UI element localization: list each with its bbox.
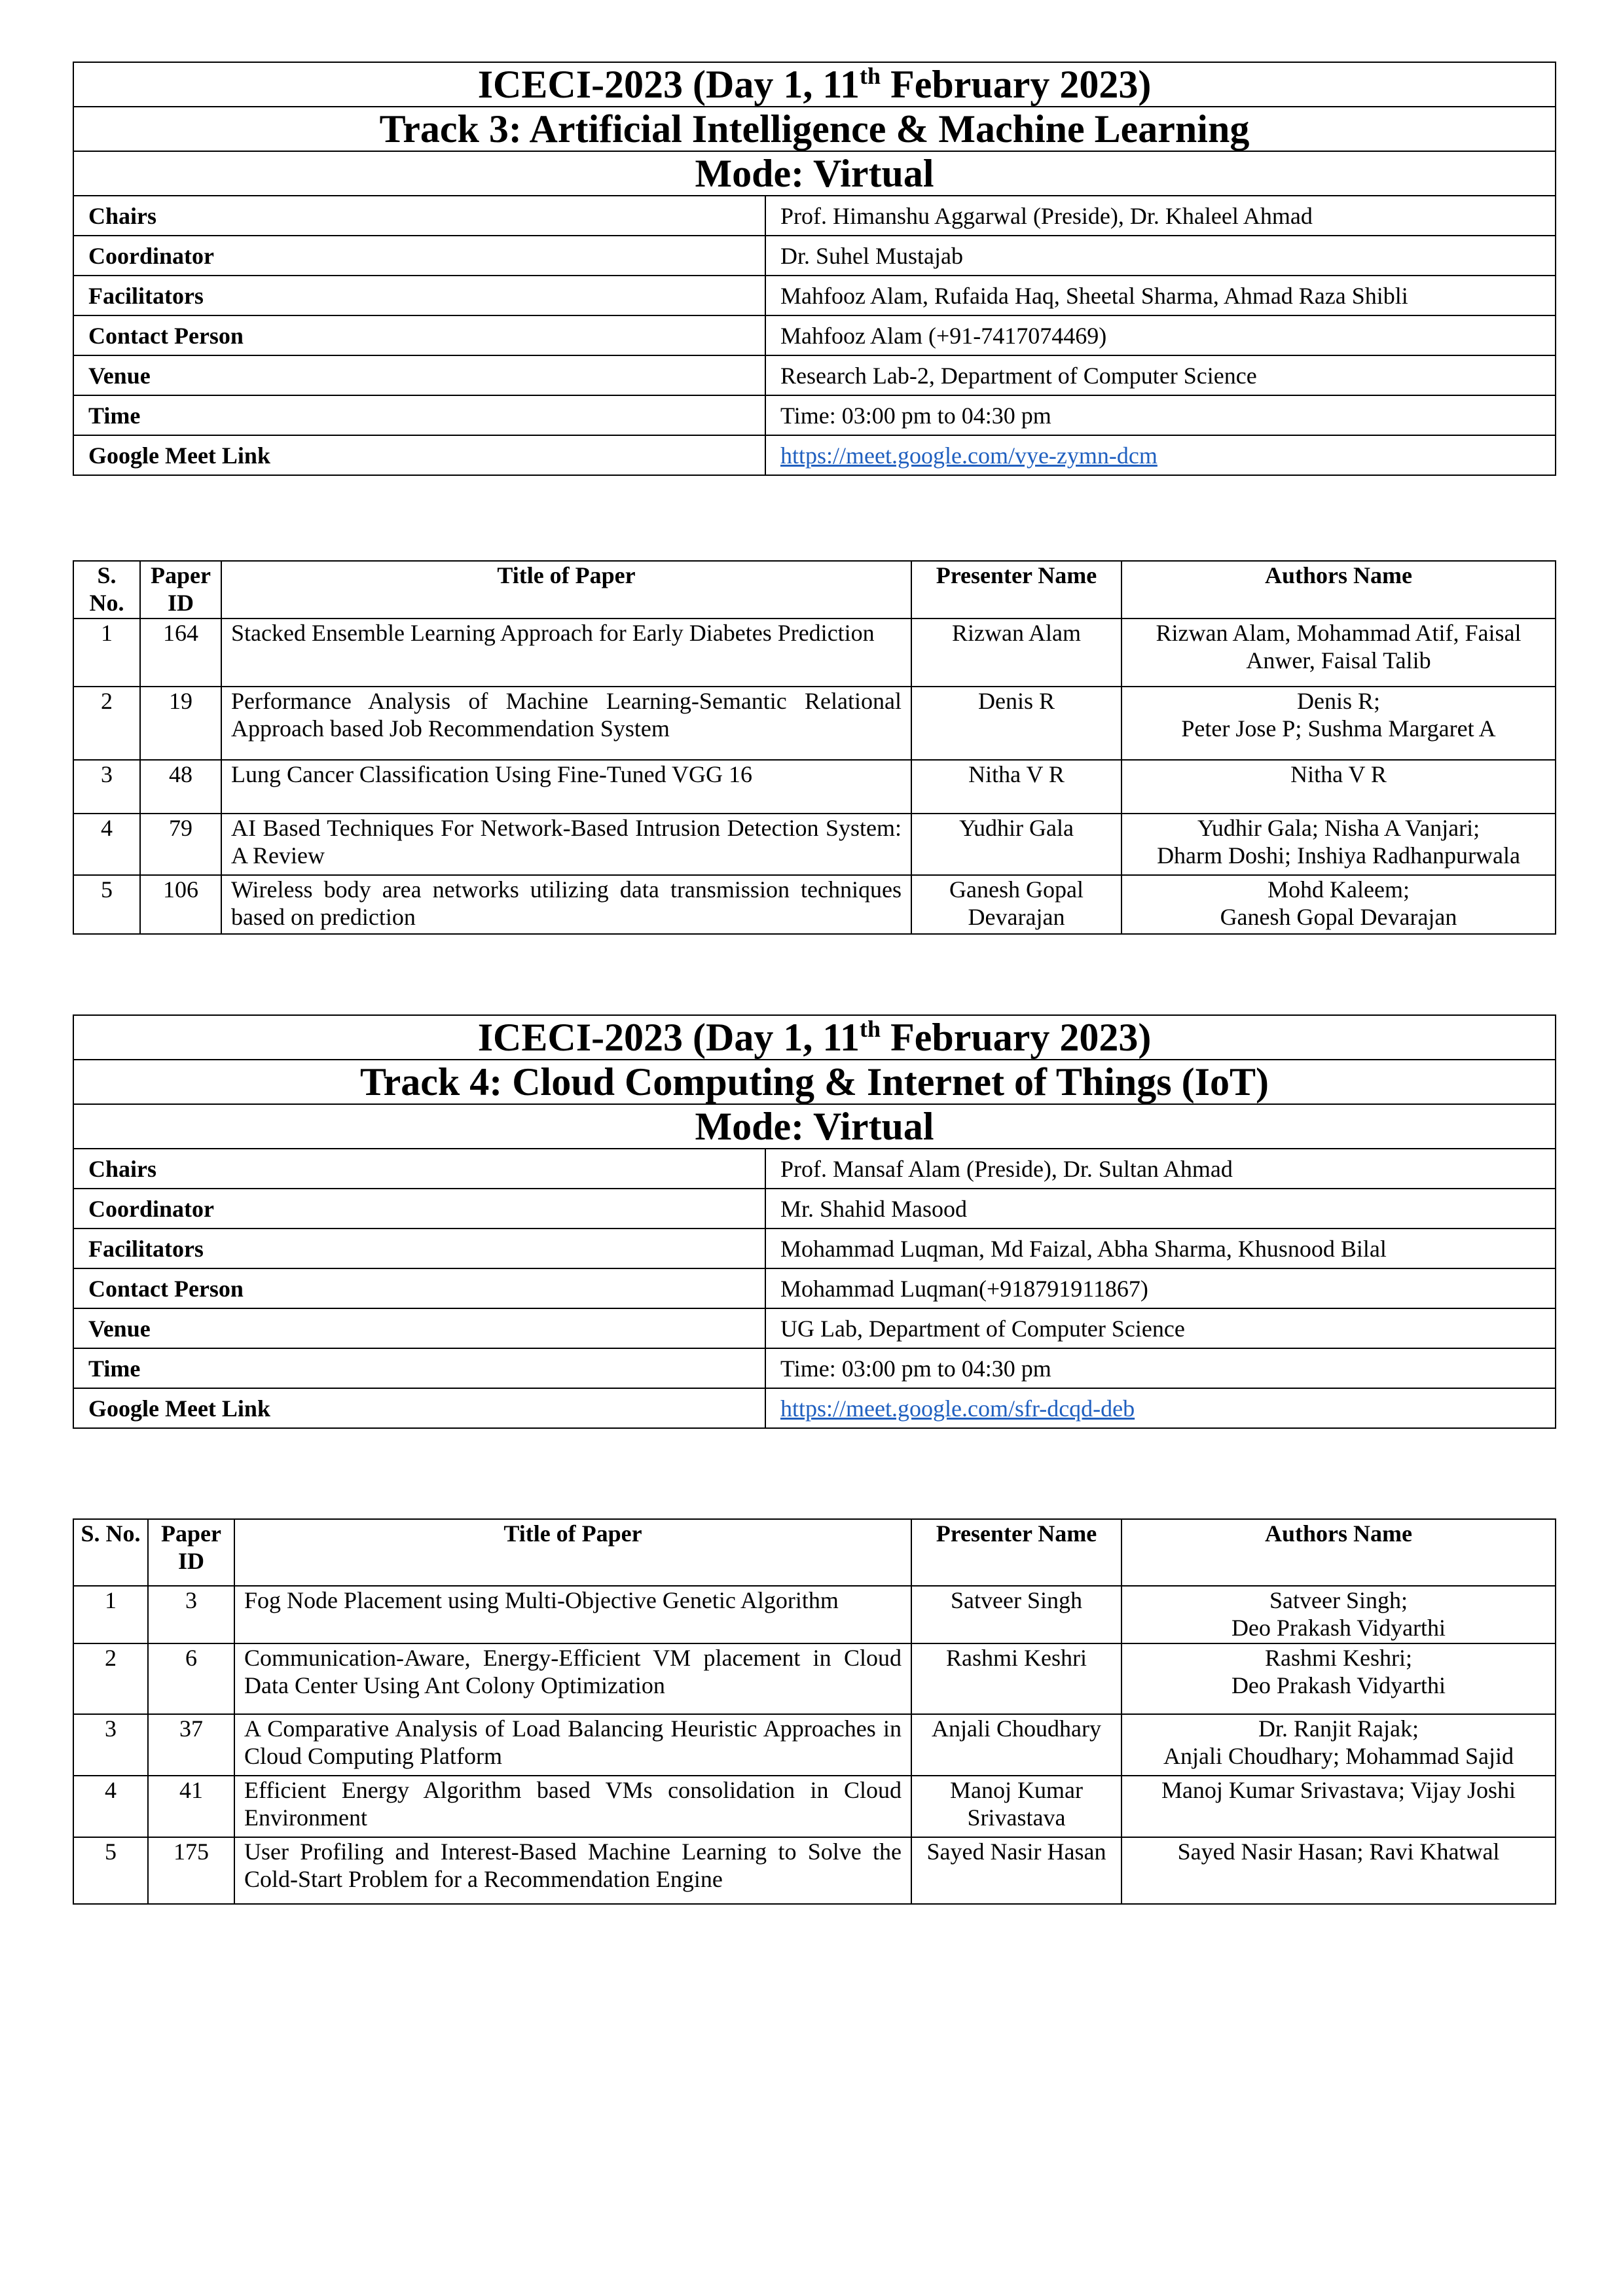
track3-info-row-time: [73, 395, 1556, 435]
track3-mode: Mode: Virtual: [73, 151, 1556, 196]
sno-cell: 2: [73, 687, 140, 760]
sno-cell: 4: [73, 1776, 148, 1837]
table-row: [73, 760, 1556, 814]
info-value: UG Lab, Department of Computer Science: [765, 1308, 1556, 1348]
presenter-cell: Nitha V R: [911, 760, 1122, 814]
table-row: [73, 1714, 1556, 1776]
sno-cell: 5: [73, 875, 140, 934]
info-label: Time: [73, 1348, 765, 1388]
info-label: Facilitators: [73, 276, 765, 315]
author-line: Sayed Nasir Hasan; Ravi Khatwal: [1177, 1839, 1500, 1865]
paper-id-cell: 106: [140, 875, 221, 934]
info-value: Dr. Suhel Mustajab: [765, 236, 1556, 276]
presenter-cell: Manoj Kumar Srivastava: [911, 1776, 1122, 1837]
track4-track-title: Track 4: Cloud Computing & Internet of Things (IoT): [73, 1060, 1556, 1104]
title-cell: Stacked Ensemble Learning Approach for Early Diabetes Prediction: [221, 619, 911, 687]
track4-info-row-time: [73, 1348, 1556, 1388]
title-cell: User Profiling and Interest-Based Machine Learning to Solve the Cold-Start Problem for a Recommendation Engine: [234, 1837, 911, 1904]
paper-id-cell: 19: [140, 687, 221, 760]
info-label: Time: [73, 395, 765, 435]
presenter-cell: Yudhir Gala: [911, 814, 1122, 875]
title-cell: Fog Node Placement using Multi-Objective Genetic Algorithm: [234, 1586, 911, 1643]
authors-cell: [1122, 1837, 1556, 1904]
authors-cell: [1122, 687, 1556, 760]
author-line: Dr. Ranjit Rajak;: [1258, 1715, 1419, 1742]
track4-info-row-chairs: [73, 1149, 1556, 1189]
track4-papers-table: [73, 1518, 1556, 1905]
author-line: Yudhir Gala; Nisha A Vanjari;: [1197, 815, 1480, 841]
track3-info-row-chairs: [73, 196, 1556, 236]
track4-info-row-meet: [73, 1388, 1556, 1428]
papers-header-row: [73, 561, 1556, 619]
paper-id-cell: 3: [148, 1586, 234, 1643]
track3-info-table: [73, 62, 1556, 476]
col-header-presenter: Presenter Name: [911, 561, 1122, 619]
presenter-cell: Sayed Nasir Hasan: [911, 1837, 1122, 1904]
author-line: Anjali Choudhary; Mohammad Sajid: [1163, 1743, 1514, 1769]
track3-conference-title: ICECI-2023 (Day 1, 11th February 2023): [73, 62, 1556, 107]
col-header-presenter: Presenter Name: [911, 1519, 1122, 1586]
track3-info-row-coordinator: [73, 236, 1556, 276]
presenter-cell: Rashmi Keshri: [911, 1643, 1122, 1714]
sno-cell: 5: [73, 1837, 148, 1904]
track3-info-row-contact: [73, 315, 1556, 355]
presenter-cell: Rizwan Alam: [911, 619, 1122, 687]
info-value: Prof. Himanshu Aggarwal (Preside), Dr. Khaleel Ahmad: [765, 196, 1556, 236]
sno-cell: 1: [73, 619, 140, 687]
info-label: Facilitators: [73, 1229, 765, 1268]
info-label: Contact Person: [73, 1268, 765, 1308]
table-row: [73, 1643, 1556, 1714]
info-label: Coordinator: [73, 1189, 765, 1229]
author-line: Deo Prakash Vidyarthi: [1231, 1672, 1446, 1698]
authors-cell: [1122, 619, 1556, 687]
title-cell: Efficient Energy Algorithm based VMs consolidation in Cloud Environment: [234, 1776, 911, 1837]
author-line: Rashmi Keshri;: [1265, 1645, 1412, 1671]
table-row: [73, 814, 1556, 875]
info-value: Prof. Mansaf Alam (Preside), Dr. Sultan Ahmad: [765, 1149, 1556, 1189]
author-line: Peter Jose P; Sushma Margaret A: [1181, 715, 1496, 742]
title-cell: AI Based Techniques For Network-Based Intrusion Detection System: A Review: [221, 814, 911, 875]
presenter-cell: Anjali Choudhary: [911, 1714, 1122, 1776]
col-header-sno: S. No.: [73, 561, 140, 619]
author-line: Deo Prakash Vidyarthi: [1231, 1615, 1446, 1641]
authors-cell: [1122, 814, 1556, 875]
table-row: [73, 1586, 1556, 1643]
col-header-title: Title of Paper: [221, 561, 911, 619]
info-label: Chairs: [73, 196, 765, 236]
info-value: Mohammad Luqman, Md Faizal, Abha Sharma, Khusnood Bilal: [765, 1229, 1556, 1268]
author-line: Manoj Kumar Srivastava; Vijay Joshi: [1161, 1777, 1516, 1803]
track4-info-row-venue: [73, 1308, 1556, 1348]
track3-info-row-meet: [73, 435, 1556, 475]
table-row: [73, 1776, 1556, 1837]
track4-mode: Mode: Virtual: [73, 1104, 1556, 1149]
sno-cell: 3: [73, 1714, 148, 1776]
sno-cell: 2: [73, 1643, 148, 1714]
paper-id-cell: 175: [148, 1837, 234, 1904]
info-label: Coordinator: [73, 236, 765, 276]
authors-cell: [1122, 875, 1556, 934]
table-row: [73, 687, 1556, 760]
authors-cell: [1122, 760, 1556, 814]
paper-id-cell: 79: [140, 814, 221, 875]
info-label: Chairs: [73, 1149, 765, 1189]
author-line: Dharm Doshi; Inshiya Radhanpurwala: [1157, 842, 1520, 869]
table-row: [73, 875, 1556, 934]
title-cell: A Comparative Analysis of Load Balancing Heuristic Approaches in Cloud Computing Platform: [234, 1714, 911, 1776]
track4-meet-link[interactable]: https://meet.google.com/sfr-dcqd-deb: [780, 1395, 1135, 1422]
info-label: Venue: [73, 1308, 765, 1348]
table-row: [73, 619, 1556, 687]
presenter-cell: Denis R: [911, 687, 1122, 760]
paper-id-cell: 48: [140, 760, 221, 814]
presenter-cell: Ganesh Gopal Devarajan: [911, 875, 1122, 934]
col-header-authors: Authors Name: [1122, 561, 1556, 619]
authors-cell: [1122, 1714, 1556, 1776]
paper-id-cell: 41: [148, 1776, 234, 1837]
author-line: Anwer, Faisal Talib: [1246, 647, 1431, 673]
papers-header-row: [73, 1519, 1556, 1586]
title-cell: Performance Analysis of Machine Learning-Semantic Relational Approach based Job Recommendation System: [221, 687, 911, 760]
info-value: Mr. Shahid Masood: [765, 1189, 1556, 1229]
paper-id-cell: 37: [148, 1714, 234, 1776]
track4-info-row-contact: [73, 1268, 1556, 1308]
info-value: Research Lab-2, Department of Computer Science: [765, 355, 1556, 395]
col-header-paper-id: Paper ID: [148, 1519, 234, 1586]
title-cell: Communication-Aware, Energy-Efficient VM placement in Cloud Data Center Using Ant Colony Optimization: [234, 1643, 911, 1714]
col-header-paper-id: Paper ID: [140, 561, 221, 619]
info-value: Time: 03:00 pm to 04:30 pm: [765, 395, 1556, 435]
col-header-authors: Authors Name: [1122, 1519, 1556, 1586]
authors-cell: [1122, 1776, 1556, 1837]
track4-info-table: [73, 1014, 1556, 1429]
track3-papers-table: [73, 560, 1556, 935]
info-label: Google Meet Link: [73, 435, 765, 475]
info-value: Time: 03:00 pm to 04:30 pm: [765, 1348, 1556, 1388]
track3-track-title: Track 3: Artificial Intelligence & Machine Learning: [73, 107, 1556, 151]
info-label: Contact Person: [73, 315, 765, 355]
track4-info-row-facilitators: [73, 1229, 1556, 1268]
sno-cell: 4: [73, 814, 140, 875]
author-line: Satveer Singh;: [1269, 1587, 1408, 1613]
info-value: Mahfooz Alam (+91-7417074469): [765, 315, 1556, 355]
authors-cell: [1122, 1643, 1556, 1714]
track3-meet-link[interactable]: https://meet.google.com/vye-zymn-dcm: [780, 442, 1158, 469]
presenter-cell: Satveer Singh: [911, 1586, 1122, 1643]
info-label: Venue: [73, 355, 765, 395]
sno-cell: 3: [73, 760, 140, 814]
track4-info-row-coordinator: [73, 1189, 1556, 1229]
author-line: Ganesh Gopal Devarajan: [1220, 904, 1457, 930]
col-header-sno: S. No.: [73, 1519, 148, 1586]
track4-conference-title: ICECI-2023 (Day 1, 11th February 2023): [73, 1015, 1556, 1060]
author-line: Nitha V R: [1290, 761, 1387, 787]
author-line: Mohd Kaleem;: [1267, 876, 1410, 903]
info-label: Google Meet Link: [73, 1388, 765, 1428]
info-value: Mohammad Luqman(+918791911867): [765, 1268, 1556, 1308]
author-line: Denis R;: [1296, 688, 1380, 714]
sno-cell: 1: [73, 1586, 148, 1643]
track3-info-row-venue: [73, 355, 1556, 395]
paper-id-cell: 164: [140, 619, 221, 687]
paper-id-cell: 6: [148, 1643, 234, 1714]
title-cell: Lung Cancer Classification Using Fine-Tuned VGG 16: [221, 760, 911, 814]
info-value: Mahfooz Alam, Rufaida Haq, Sheetal Sharma, Ahmad Raza Shibli: [765, 276, 1556, 315]
table-row: [73, 1837, 1556, 1904]
title-cell: Wireless body area networks utilizing data transmission techniques based on prediction: [221, 875, 911, 934]
col-header-title: Title of Paper: [234, 1519, 911, 1586]
authors-cell: [1122, 1586, 1556, 1643]
track3-info-row-facilitators: [73, 276, 1556, 315]
author-line: Rizwan Alam, Mohammad Atif, Faisal: [1156, 620, 1522, 646]
